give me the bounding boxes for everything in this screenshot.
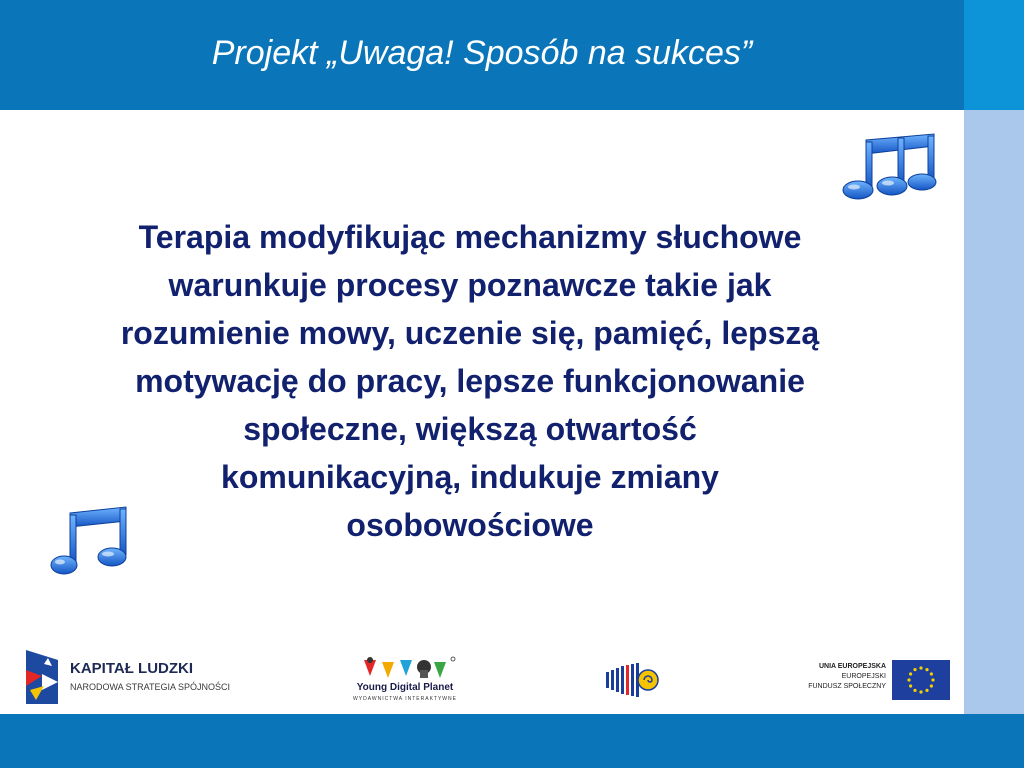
body-line: społeczne, większą otwartość xyxy=(243,411,697,447)
slide-title: Projekt „Uwaga! Sposób na sukces” xyxy=(211,34,753,72)
ydp-subtitle: WYDAWNICTWA INTERAKTYWNE xyxy=(353,696,457,702)
music-note-icon xyxy=(50,505,130,577)
ydp-name: Young Digital Planet xyxy=(356,682,454,693)
kapital-ludzki-logo xyxy=(22,646,231,708)
eu-line3: FUNDUSZ SPOŁECZNY xyxy=(808,683,886,690)
kapital-ludzki-title: KAPITAŁ LUDZKI xyxy=(70,660,194,677)
ydp-figures-icon xyxy=(350,656,460,682)
header-accent xyxy=(964,0,1024,110)
body-text xyxy=(30,213,910,549)
eu-line2: EUROPEJSKI xyxy=(841,673,886,680)
body-line: rozumienie mowy, uczenie się, pamięć, lepszą xyxy=(120,315,820,351)
body-line: komunikacyjną, indukuje zmiany xyxy=(221,459,719,495)
music-notes-icon xyxy=(842,132,938,204)
body-line: warunkuje procesy poznawcze takie jak xyxy=(168,267,772,303)
eu-logo xyxy=(800,658,950,702)
young-digital-planet-logo xyxy=(350,656,460,708)
eu-line1: UNIA EUROPEJSKA xyxy=(818,663,886,670)
footer-bar xyxy=(0,714,1024,768)
side-accent-strip xyxy=(964,110,1024,714)
body-line: motywację do pracy, lepsze funkcjonowanie xyxy=(135,363,805,399)
eu-text xyxy=(808,662,886,692)
kapital-ludzki-subtitle: NARODOWA STRATEGIA SPÓJNOŚCI xyxy=(70,682,231,692)
partner-logo-icon xyxy=(604,660,660,700)
kapital-ludzki-emblem-icon xyxy=(22,646,62,708)
body-line: osobowościowe xyxy=(346,507,594,543)
eu-flag-icon xyxy=(892,660,950,700)
body-line: Terapia modyfikując mechanizmy słuchowe xyxy=(138,219,802,255)
